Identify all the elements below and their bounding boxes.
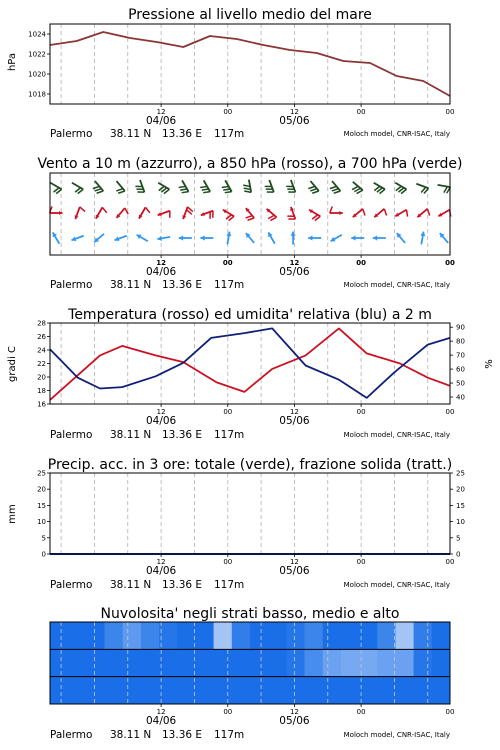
pressure-title: Pressione al livello medio del mare	[128, 7, 372, 23]
wind-barb	[246, 233, 254, 243]
precip-ytick-label: 0	[41, 550, 46, 559]
location-lat: 38.11 N	[110, 729, 152, 741]
precip-tick-label: 00	[445, 558, 455, 566]
wind-barb	[75, 207, 85, 219]
pressure-line	[50, 32, 450, 96]
cloud-cell	[414, 622, 433, 649]
cloud-cell	[341, 677, 360, 704]
location-lat: 38.11 N	[110, 128, 152, 140]
cloud-cell	[250, 677, 269, 704]
temperature-frame	[50, 323, 450, 404]
location-lat: 38.11 N	[110, 429, 152, 441]
cloud-cell	[377, 677, 396, 704]
wind-barb	[438, 185, 451, 193]
cloud-cell	[159, 677, 178, 704]
location-lon: 13.36 E	[162, 279, 203, 291]
temperature-tick-label: 00	[223, 408, 233, 416]
wind-barb-head	[179, 235, 183, 240]
wind-barb-head	[351, 235, 355, 240]
wind-barb-shaft	[50, 183, 61, 190]
wind-barb-shaft	[438, 185, 451, 187]
wind-barb-flag	[246, 216, 253, 218]
cloud-tick-label: 00	[356, 708, 366, 716]
credit-text: Moloch model, CNR-ISAC, Italy	[343, 731, 450, 739]
pressure-tick-label: 00	[356, 108, 366, 116]
cloud-cell	[286, 649, 305, 676]
temperature-ytick-label: 18	[37, 387, 46, 395]
location-lon: 13.36 E	[162, 729, 203, 741]
wind-barb	[351, 235, 364, 240]
wind-barb-flag	[312, 191, 319, 193]
wind-barb-flag	[182, 192, 189, 193]
wind-barb	[416, 184, 428, 194]
pressure-ytick-label: 1024	[28, 30, 46, 39]
wind-barb	[353, 209, 365, 217]
wind-barb	[374, 183, 385, 194]
precip-right-ytick-label: 15	[456, 501, 465, 510]
location-elevation: 117m	[214, 128, 245, 140]
cloud-cell	[123, 649, 142, 676]
cloud-cell	[159, 622, 178, 649]
wind-barb-flag	[93, 186, 100, 188]
wind-barb	[438, 210, 450, 217]
wind-barb	[135, 180, 144, 192]
wind-footer	[50, 279, 450, 291]
cloud-cell	[305, 649, 324, 676]
wind-barb	[331, 235, 342, 242]
temperature-ytick-label: 28	[37, 319, 46, 328]
wind-tick-label: 00	[356, 259, 366, 267]
precip-right-ytick-label: 5	[456, 534, 461, 543]
temperature-title: Temperatura (rosso) ed umidita' relativa (blu) a 2 m	[68, 307, 432, 323]
location-lat: 38.11 N	[110, 279, 152, 291]
wind-barb	[330, 206, 343, 215]
pressure-footer	[50, 128, 450, 140]
wind-barb	[440, 233, 448, 243]
temperature-ylabel: gradi C	[7, 346, 18, 382]
wind-barb	[115, 236, 127, 241]
wind-barb	[395, 183, 406, 194]
wind-barb	[223, 210, 234, 221]
wind-barb	[308, 181, 318, 193]
cloud-cell	[214, 677, 233, 704]
cloud-cell	[323, 649, 342, 676]
temperature-ytick-label: 26	[37, 333, 46, 341]
cloud-cell	[141, 622, 160, 649]
cloud-cell	[286, 622, 305, 649]
temperature-ytick-label: 16	[37, 400, 46, 409]
precip-ylabel: mm	[7, 504, 18, 524]
wind-barb	[246, 208, 255, 220]
cloud-cell	[268, 622, 287, 649]
wind-barb-flag	[145, 207, 149, 212]
wind-barb-flag	[118, 191, 125, 193]
precip-tick-label: 00	[356, 558, 366, 566]
wind-barb	[200, 180, 210, 192]
cloud-cell	[123, 622, 142, 649]
location-lon: 13.36 E	[162, 579, 203, 591]
temperature-date-label: 05/06	[279, 415, 310, 427]
wind-barb	[71, 236, 83, 241]
location-lon: 13.36 E	[162, 128, 203, 140]
wind-barb	[291, 232, 296, 245]
wind-barb	[137, 235, 148, 242]
wind-barb-flag	[80, 207, 85, 212]
cloud-date-label: 05/06	[279, 715, 310, 727]
cloud-cell	[86, 622, 105, 649]
cloud-cell	[177, 622, 196, 649]
cloud-cell	[177, 649, 196, 676]
precip-tick-label: 12	[156, 558, 166, 566]
precip-frame	[50, 473, 450, 554]
wind-barb	[179, 180, 189, 192]
temperature-tick-label: 00	[356, 408, 366, 416]
wind-barb	[182, 207, 192, 219]
cloud-cell	[396, 649, 415, 676]
wind-barb-head	[373, 235, 377, 240]
location-elevation: 117m	[214, 279, 245, 291]
wind-barb	[330, 181, 340, 193]
wind-barb-flag	[200, 186, 207, 187]
pressure-tick-label: 00	[223, 108, 233, 116]
humidity-ylabel: %	[484, 359, 495, 369]
cloud-cell	[377, 649, 396, 676]
cloud-cell	[396, 622, 415, 649]
cloud-cell	[105, 649, 124, 676]
precip-tick-label: 00	[223, 558, 233, 566]
precip-ytick-label: 10	[37, 518, 46, 527]
cloud-cell	[232, 649, 251, 676]
humidity-ytick-label: 40	[456, 393, 465, 402]
wind-barb	[265, 180, 274, 192]
wind-barb	[50, 183, 61, 194]
wind-barb	[116, 181, 125, 193]
wind-barb-flag	[225, 192, 232, 193]
cloud-cell	[250, 622, 269, 649]
cloud-cell	[359, 649, 378, 676]
temperature-footer	[50, 429, 450, 441]
wind-barb	[268, 232, 275, 243]
cloud-cell	[432, 677, 451, 704]
cloud-cell	[196, 649, 215, 676]
cloud-tick-label: 00	[223, 708, 233, 716]
temperature-line	[50, 328, 450, 400]
cloud-cell	[286, 677, 305, 704]
wind-barb-flag	[330, 186, 337, 188]
cloud-cell	[323, 622, 342, 649]
wind-barb	[96, 207, 107, 218]
cloud-cell	[250, 649, 269, 676]
location-place: Palermo	[50, 429, 93, 441]
precip-tick-label: 12	[289, 558, 299, 566]
cloud-cell	[50, 622, 69, 649]
cloud-cell	[68, 649, 87, 676]
cloud-cell	[50, 649, 69, 676]
wind-barb-flag	[223, 189, 230, 190]
cloud-cell	[141, 677, 160, 704]
wind-barb	[309, 210, 320, 221]
wind-barb	[72, 183, 83, 194]
wind-barb	[94, 234, 104, 242]
cloud-cell	[141, 649, 160, 676]
humidity-ytick-label: 60	[456, 365, 465, 374]
cloud-cell	[177, 677, 196, 704]
cloud-cell	[359, 622, 378, 649]
pressure-tick-label: 00	[445, 108, 455, 116]
temperature-tick-label: 00	[445, 408, 455, 416]
wind-date-label: 05/06	[279, 266, 310, 278]
wind-barb-flag	[427, 209, 429, 216]
wind-barb	[158, 183, 169, 194]
wind-barb-flag	[332, 189, 339, 191]
credit-text: Moloch model, CNR-ISAC, Italy	[343, 130, 450, 138]
wind-barb-flag	[180, 189, 187, 190]
wind-barb-flag	[407, 210, 408, 217]
cloud-cell	[359, 677, 378, 704]
wind-date-label: 04/06	[145, 266, 177, 278]
cloud-title: Nuvolosita' negli strati basso, medio e alto	[100, 606, 400, 622]
cloud-cell	[432, 649, 451, 676]
precip-footer	[50, 579, 450, 591]
cloud-cell	[268, 649, 287, 676]
credit-text: Moloch model, CNR-ISAC, Italy	[343, 581, 450, 589]
precip-title: Precip. acc. in 3 ore: totale (verde), frazione solida (tratt.)	[47, 457, 453, 473]
cloud-cell	[305, 677, 324, 704]
precip-right-ytick-label: 20	[456, 485, 465, 494]
cloud-cell	[414, 649, 433, 676]
cloud-cell	[86, 677, 105, 704]
cloud-cell	[341, 622, 360, 649]
wind-tick-label: 00	[222, 259, 233, 267]
wind-barb	[420, 232, 425, 245]
wind-barb-head	[291, 232, 296, 236]
wind-barb-head	[308, 235, 312, 240]
wind-barb	[395, 210, 407, 217]
temperature-date-label: 04/06	[145, 415, 177, 427]
location-lat: 38.11 N	[110, 579, 152, 591]
wind-barb-shaft	[72, 183, 83, 190]
humidity-ytick-label: 90	[456, 323, 465, 332]
humidity-ytick-label: 80	[456, 337, 465, 346]
wind-barb	[226, 232, 231, 245]
cloud-cell	[232, 622, 251, 649]
temperature-ytick-label: 20	[37, 373, 46, 382]
cloud-cell	[214, 622, 233, 649]
cloud-cell	[159, 649, 178, 676]
precip-ytick-label: 20	[37, 485, 46, 494]
precip-right-ytick-label: 0	[456, 550, 461, 559]
wind-barb	[179, 235, 192, 240]
wind-barb	[286, 180, 295, 192]
wind-title: Vento a 10 m (azzurro), a 850 hPa (rosso), a 700 hPa (verde)	[37, 156, 463, 172]
location-place: Palermo	[50, 279, 93, 291]
precip-ytick-label: 5	[41, 534, 46, 543]
precip-right-ytick-label: 10	[456, 518, 465, 527]
wind-barb-flag	[308, 186, 315, 188]
pressure-ytick-label: 1022	[28, 50, 46, 59]
wind-tick-label: 12	[289, 259, 300, 267]
location-place: Palermo	[50, 128, 93, 140]
wind-barb-shaft	[416, 184, 428, 188]
wind-barb-flag	[116, 189, 123, 191]
wind-tick-label: 00	[445, 259, 455, 267]
cloud-cell	[196, 622, 215, 649]
temperature-ytick-label: 22	[37, 360, 46, 368]
wind-barb	[222, 180, 232, 192]
cloud-cell	[323, 677, 342, 704]
wind-barb	[157, 236, 170, 241]
cloud-cell	[268, 677, 287, 704]
location-elevation: 117m	[214, 579, 245, 591]
cloud-tick-label: 12	[156, 708, 166, 716]
precip-ytick-label: 25	[37, 469, 46, 478]
wind-barb	[50, 206, 63, 215]
wind-barb	[139, 207, 150, 218]
wind-barb	[200, 235, 213, 240]
precip-date-label: 04/06	[145, 565, 177, 577]
location-lon: 13.36 E	[162, 429, 203, 441]
wind-barb-flag	[330, 206, 333, 213]
cloud-date-label: 04/06	[145, 715, 177, 727]
wind-barb-flag	[363, 209, 365, 216]
pressure-tick-label: 12	[156, 108, 166, 116]
wind-barb	[116, 208, 128, 218]
temperature-tick-label: 12	[156, 408, 166, 416]
pressure-date-label: 04/06	[145, 115, 177, 127]
wind-barb-flag	[95, 189, 102, 191]
cloud-cell	[414, 677, 433, 704]
wind-barb-flag	[202, 189, 209, 190]
wind-barb	[201, 211, 213, 219]
credit-text: Moloch model, CNR-ISAC, Italy	[343, 281, 450, 289]
temperature-ytick-label: 24	[37, 346, 46, 355]
wind-barb	[397, 233, 405, 243]
location-elevation: 117m	[214, 729, 245, 741]
pressure-tick-label: 12	[289, 108, 299, 116]
cloud-cell	[86, 649, 105, 676]
humidity-ytick-label: 50	[456, 379, 465, 388]
wind-barb-flag	[203, 192, 210, 193]
pressure-date-label: 05/06	[279, 115, 310, 127]
wind-barb	[374, 209, 386, 217]
cloud-tick-label: 00	[445, 708, 455, 716]
wind-barb-head	[200, 235, 204, 240]
wind-barb-flag	[384, 209, 386, 216]
wind-barb-flag	[179, 186, 186, 187]
wind-barb-head	[339, 211, 342, 215]
cloud-footer	[50, 729, 450, 741]
cloud-cell	[341, 649, 360, 676]
wind-barb-flag	[222, 186, 229, 187]
temperature-tick-label: 12	[289, 408, 299, 416]
wind-barb	[308, 235, 321, 240]
pressure-frame	[50, 24, 450, 104]
location-place: Palermo	[50, 579, 93, 591]
wind-barb-flag	[97, 191, 104, 193]
cloud-cell	[123, 677, 142, 704]
cloud-tick-label: 12	[289, 708, 299, 716]
cloud-cell	[68, 677, 87, 704]
precip-date-label: 05/06	[279, 565, 310, 577]
cloud-cell	[232, 677, 251, 704]
wind-barb-flag	[102, 207, 106, 212]
cloud-cell	[196, 677, 215, 704]
cloud-cell	[432, 622, 451, 649]
cloud-cell	[396, 677, 415, 704]
cloud-cell	[305, 622, 324, 649]
wind-barb	[53, 232, 60, 243]
wind-barb-flag	[248, 218, 255, 220]
location-place: Palermo	[50, 729, 93, 741]
credit-text: Moloch model, CNR-ISAC, Italy	[343, 431, 450, 439]
cloud-cell	[68, 622, 87, 649]
humidity-ytick-label: 70	[456, 351, 465, 360]
wind-barb-flag	[334, 191, 341, 193]
wind-barb-flag	[310, 189, 317, 191]
cloud-cell	[105, 622, 124, 649]
cloud-cell	[214, 649, 233, 676]
pressure-ytick-label: 1020	[28, 70, 46, 79]
location-elevation: 117m	[214, 429, 245, 441]
wind-barb	[243, 180, 251, 193]
precip-right-ytick-label: 25	[456, 469, 465, 478]
cloud-cell	[50, 677, 69, 704]
cloud-cell	[377, 622, 396, 649]
pressure-ytick-label: 1018	[28, 90, 46, 99]
pressure-ylabel: hPa	[7, 52, 18, 72]
cloud-cell	[105, 677, 124, 704]
wind-barb	[158, 211, 170, 218]
precip-ytick-label: 15	[37, 501, 46, 510]
wind-barb	[267, 209, 277, 221]
wind-barb	[373, 235, 386, 240]
wind-tick-label: 12	[156, 259, 166, 267]
